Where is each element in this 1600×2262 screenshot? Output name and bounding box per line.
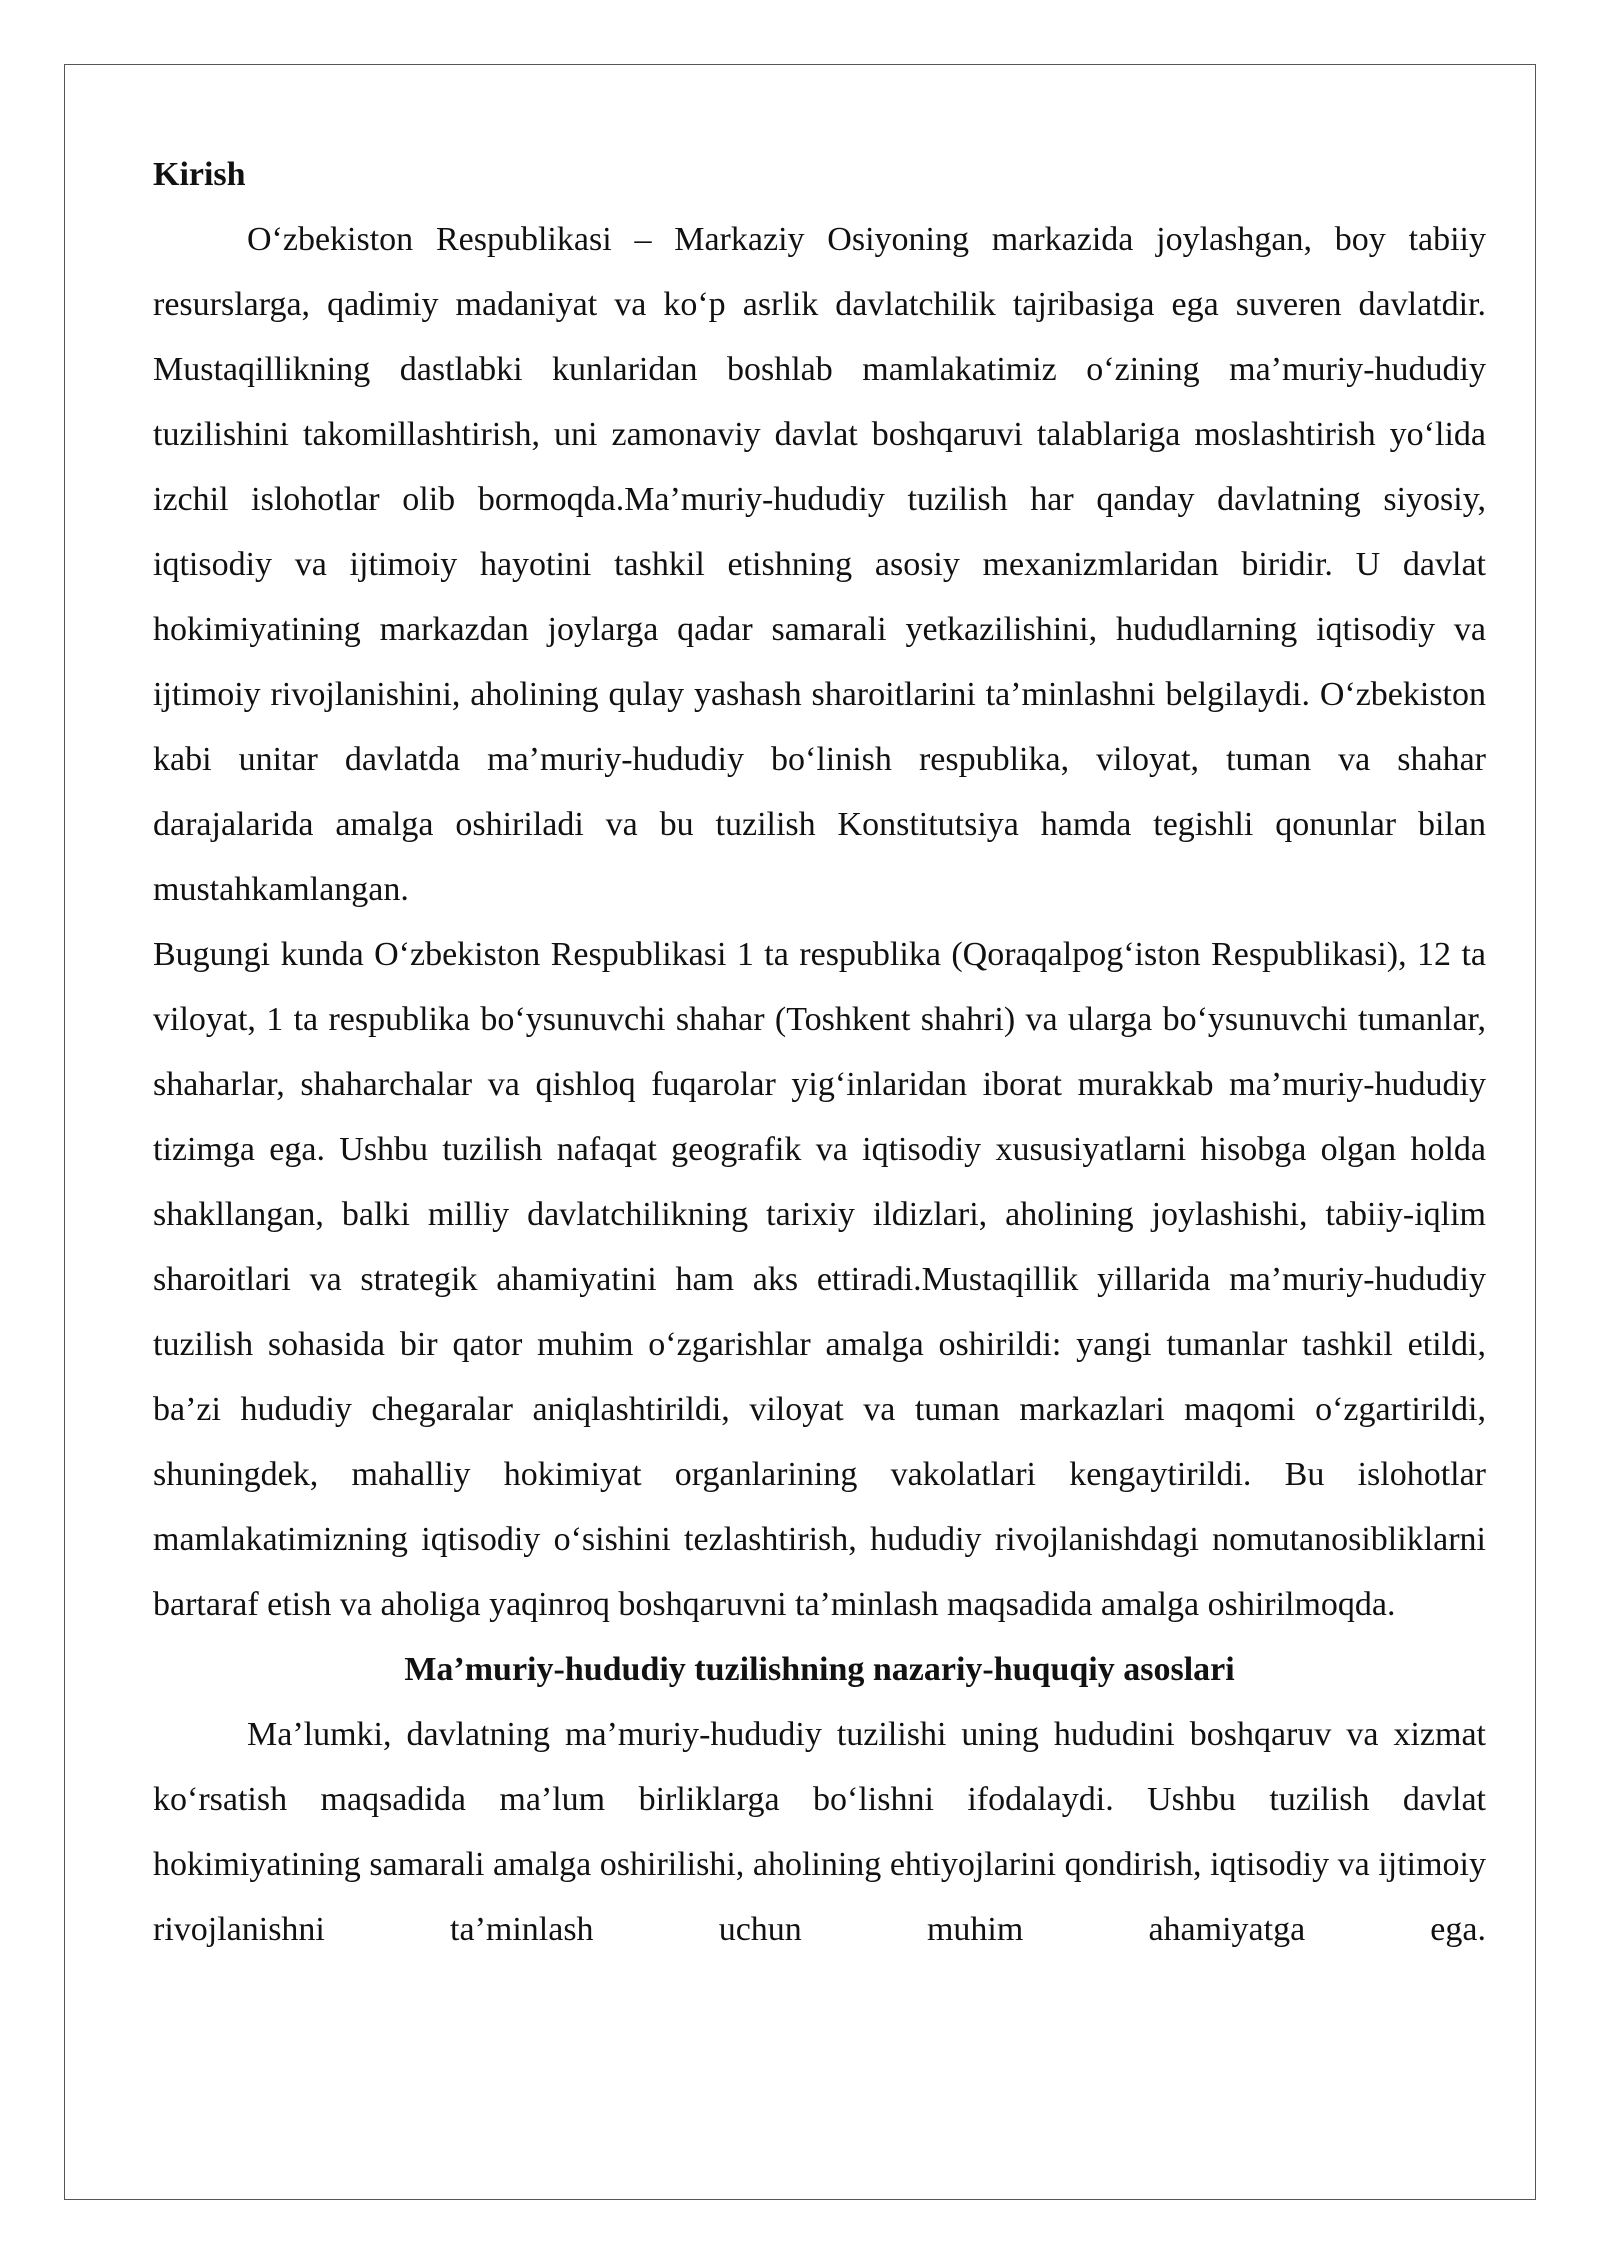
intro-heading: Kirish (153, 156, 246, 193)
section-paragraph-1: Ma’lumki, davlatning ma’muriy-hududiy tuzilishi uning hududini boshqaruv va xizmat ko‘rsatish maqsadida ma’lum birliklarga bo‘lishni ifodalaydi. Ushbu tuzilish davlat hokimiyatining samarali amalga oshirilishi, aholining ehtiyojlarini qondirish, iqtisodiy va ijtimoiy rivojlanishni ta’minlash uchun muhim ahamiyatga ega. (153, 1716, 1486, 1948)
intro-paragraph-1: O‘zbekiston Respublikasi – Markaziy Osiyoning markazida joylashgan, boy tabiiy resurslarga, qadimiy madaniyat va ko‘p asrlik davlatchilik tajribasiga ega suveren davlatdir. Mustaqillikning dastlabki kunlaridan boshlab mamlakatimiz o‘zining ma’muriy-hududiy tuzilishini takomillashtirish, uni zamonaviy davlat boshqaruvi talablariga moslashtirish yo‘lida izchil islohotlar olib bormoqda.Ma’muriy-hududiy tuzilish har qanday davlatning siyosiy, iqtisodiy va ijtimoiy hayotini tashkil etishning asosiy mexanizmlaridan biridir. U davlat hokimiyatining markazdan joylarga qadar samarali yetkazilishini, hududlarning iqtisodiy va ijtimoiy rivojlanishini, aholining qulay yashash sharoitlarini ta’minlashni belgilaydi. O‘zbekiston kabi unitar davlatda ma’muriy-hududiy bo‘linish respublika, viloyat, tuman va shahar darajalarida amalga oshiriladi va bu tuzilish Konstitutsiya hamda tegishli qonunlar bilan mustahkamlangan. (153, 221, 1486, 908)
section-heading: Ma’muriy-hududiy tuzilishning nazariy-huquqiy asoslari (404, 1651, 1235, 1688)
document-body (153, 142, 1486, 1962)
intro-paragraph-2: Bugungi kunda O‘zbekiston Respublikasi 1 ta respublika (Qoraqalpog‘iston Respublikasi), 12 ta viloyat, 1 ta respublika bo‘ysunuvchi shahar (Toshkent shahri) va ularga bo‘ysunuvchi tumanlar, shaharlar, shaharchalar va qishloq fuqarolar yig‘inlaridan iborat murakkab ma’muriy-hududiy tizimga ega. Ushbu tuzilish nafaqat geografik va iqtisodiy xususiyatlarni hisobga olgan holda shakllangan, balki milliy davlatchilikning tarixiy ildizlari, aholining joylashishi, tabiiy-iqlim sharoitlari va strategik ahamiyatini ham aks ettiradi.Mustaqillik yillarida ma’muriy-hududiy tuzilish sohasida bir qator muhim o‘zgarishlar amalga oshirildi: yangi tumanlar tashkil etildi, ba’zi hududiy chegaralar aniqlashtirildi, viloyat va tuman markazlari maqomi o‘zgartirildi, shuningdek, mahalliy hokimiyat organlarining vakolatlari kengaytirildi. Bu islohotlar mamlakatimizning iqtisodiy o‘sishini tezlashtirish, hududiy rivojlanishdagi nomutanosibliklarni bartaraf etish va aholiga yaqinroq boshqaruvni ta’minlash maqsadida amalga oshirilmoqda. (153, 936, 1486, 1623)
